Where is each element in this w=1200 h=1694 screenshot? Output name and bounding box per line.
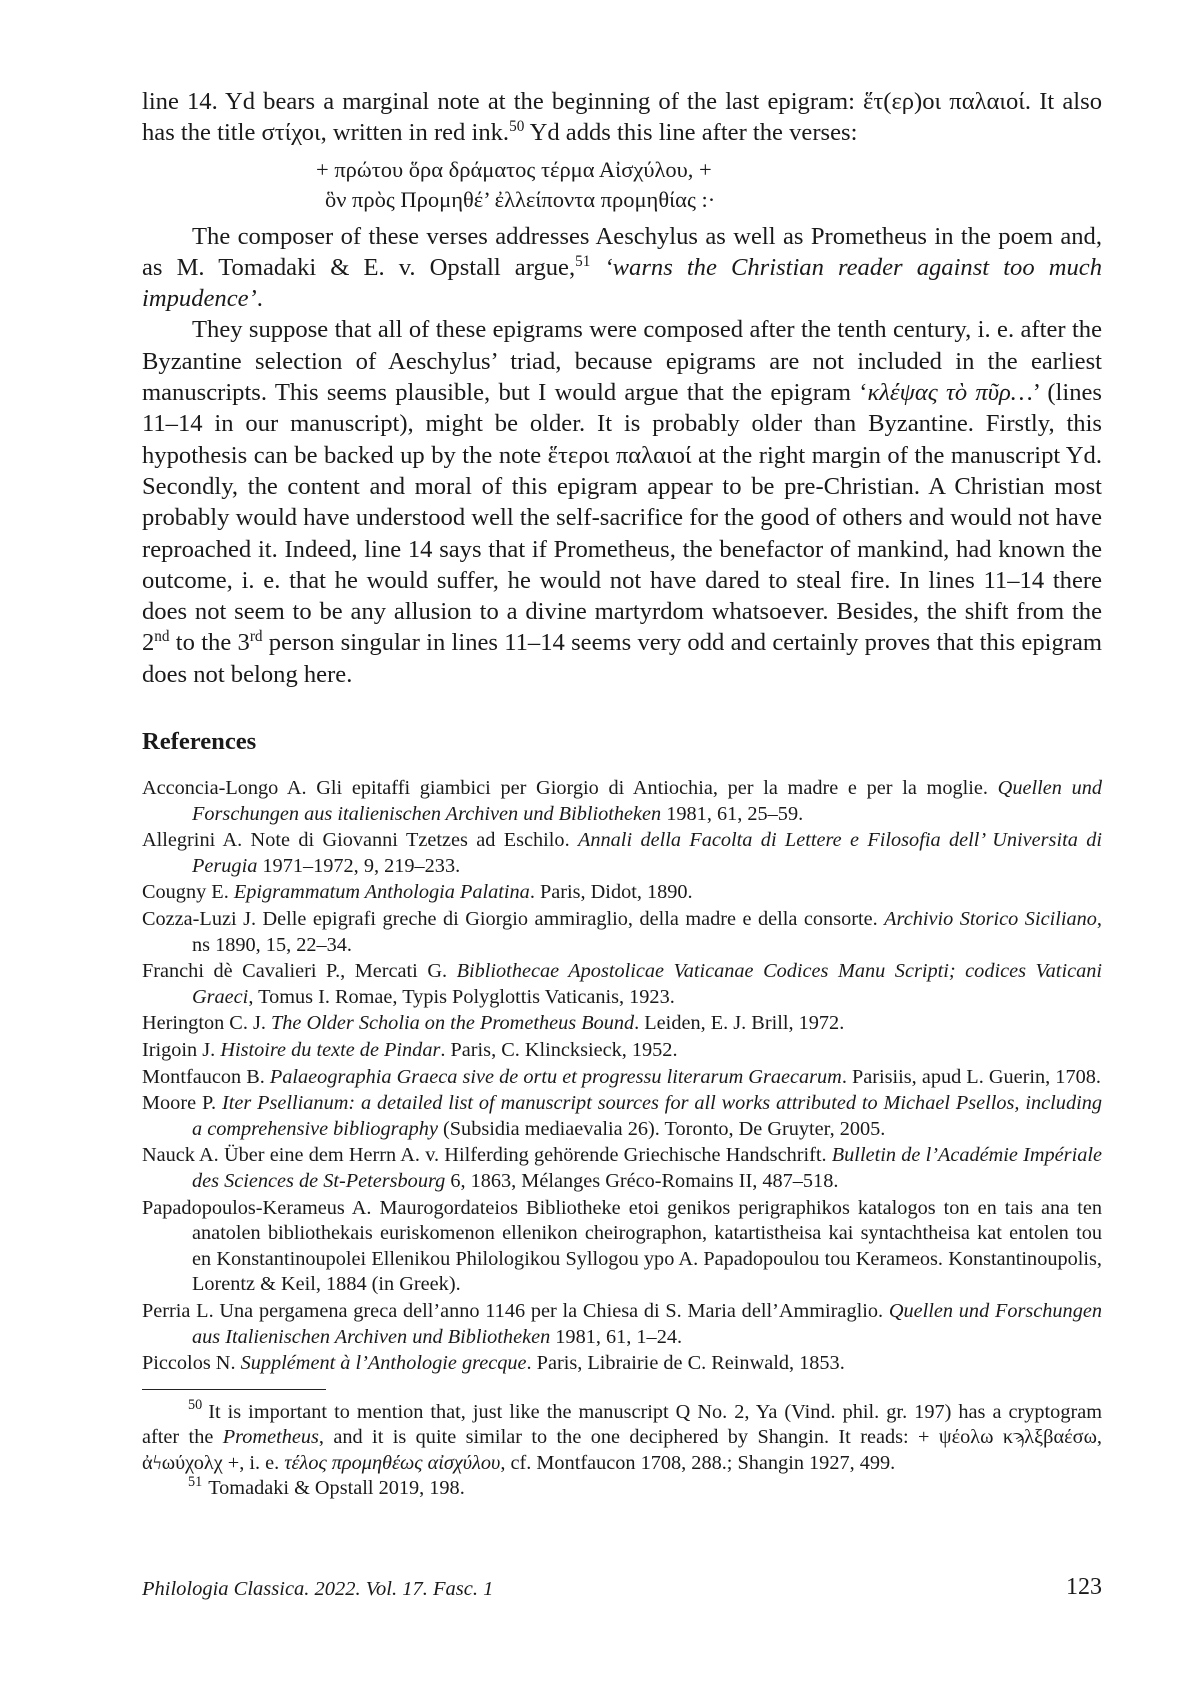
page-body bbox=[142, 86, 1102, 1502]
page-footer bbox=[142, 1574, 1102, 1608]
footnote-ref-51[interactable]: 51 bbox=[575, 252, 591, 270]
footnote-50: $^{50}$ It is important to mention that, just like the manuscript Q No. 2, Ya (Vind. phil. gr. 197) has a cryptogram after the Prometheus, and it is quite similar to the one deciphered by Shangin. It reads: + ψέολω κϡλξβαέσω, ἀϟωύχολχ +, i. e. τέλος προμηθέως αἰσχύλου, cf. Montfaucon 1708, 288.; Shangin 1927, 499. bbox=[142, 1397, 1102, 1474]
reference-item: Piccolos N. Supplément à l’Anthologie grecque. Paris, Librairie de C. Reinwald, 1853. bbox=[142, 1352, 845, 1375]
journal-citation: Philologia Classica. 2022. Vol. 17. Fasc. 1 bbox=[142, 1578, 494, 1600]
references-heading: References bbox=[142, 728, 257, 756]
footnote-divider bbox=[142, 1389, 326, 1390]
reference-item: Cozza-Luzi J. Delle epigrafi greche di Giorgio ammiraglio, della madre e della consorte. Archivio Storico Siciliano, ns 1890, 15, 22–34. bbox=[142, 908, 1102, 956]
verse-line-1: + πρώτου ὅρα δράματος τέρμα Αἰσχύλου, + bbox=[316, 156, 712, 182]
footnote-ref-50[interactable]: 50 bbox=[509, 118, 525, 136]
footnotes bbox=[142, 1397, 1102, 1502]
reference-item: Irigoin J. Histoire du texte de Pindar. Paris, C. Klincksieck, 1952. bbox=[142, 1038, 678, 1061]
references-list bbox=[142, 776, 1102, 1377]
reference-item: Perria L. Una pergamena greca dell’anno 1146 per la Chiesa di S. Maria dell’Ammiraglio. Quellen und Forschungen aus Italienischen Archiven und Bibliotheken 1981, 61, 1–24. bbox=[142, 1299, 1102, 1348]
reference-item: Moore P. Iter Psellianum: a detailed list of manuscript sources for all works attributed to Michael Psellos, including a comprehensive bibliography (Subsidia mediaevalia 26). Toronto, De Gruyter, 2005. bbox=[142, 1092, 1102, 1140]
reference-item: Herington C. J. The Older Scholia on the Prometheus Bound. Leiden, E. J. Brill, 1972. bbox=[142, 1012, 845, 1035]
reference-item: Nauck A. Über eine dem Herrn A. v. Hilferding gehörende Griechische Handschrift. Bulletin de l’Académie Impériale des Sciences de St-Petersbourg 6, 1863, Mélanges Gréco-Romains II, 487–518. bbox=[142, 1144, 1102, 1192]
paragraph-3: They suppose that all of these epigrams were composed after the tenth century, i. e. after the Byzantine selection of Aeschylus’ triad, because epigrams are not included in the earliest manuscripts. This seems plausible, but I would argue that the epigram ‘κλέψας τὸ πῦρ…’ (lines 11–14 in our manuscript), might be older. It is probably older than Byzantine. Firstly, this hypothesis can be backed up by the note ἕτεροι παλαιοί at the right margin of the manuscript Yd. Secondly, the content and moral of this epigram appear to be pre-Christian. A Christian most probably would have understood well the self-sacrifice for the good of others and would not have reproached it. Indeed, line 14 says that if Prometheus, the benefactor of mankind, had known the outcome, i. e. that he would suffer, he would not have dared to steal fire. In lines 11–14 there does not seem to be any allusion to a divine martyrdom whatsoever. Besides, the shift from the 2nd to the 3rd person singular in lines 11–14 seems very odd and certainly proves that this epigram does not belong here. bbox=[142, 316, 1103, 688]
reference-item: Papadopoulos-Kerameus A. Maurogordateios Bibliotheke etoi genikos perigraphikos katalogos ton en tais ana ten anatolen bibliothekais euriskomenon ellenikon cheirographon, katartistheisa kai syntachtheisa kat entolen tou en Konstantinoupolei Ellenikou Philologikou Syllogou ypo A. Papadopoulou tou Kerameos. Konstantinoupolis, Lorentz & Keil, 1884 (in Greek). bbox=[142, 1196, 1102, 1296]
page-number: 123 bbox=[1066, 1574, 1102, 1600]
reference-item: Acconcia-Longo A. Gli epitaffi giambici per Giorgio di Antiochia, per la madre e per la moglie. Quellen und Forschungen aus italienischen Archiven und Bibliotheken 1981, 61, 25–59. bbox=[142, 777, 1102, 825]
paragraph-1: line 14. Yd bears a marginal note at the beginning of the last epigram: ἕτ(ερ)οι παλαιοί. It also has the title στίχοι, written in red ink.$^{50}$ Yd adds this line after the verses: bbox=[142, 88, 1102, 147]
verse-block bbox=[316, 155, 1102, 215]
verse-line-2: ὃν πρὸς Προμηθέ’ ἐλλείποντα προμηθίας :· bbox=[325, 186, 716, 212]
reference-item: Franchi dè Cavalieri P., Mercati G. Bibliothecae Apostolicae Vaticanae Codices Manu Scripti; codices Vaticani Graeci, Tomus I. Romae, Typis Polyglottis Vaticanis, 1923. bbox=[142, 960, 1102, 1008]
paragraph-2: The composer of these verses addresses Aeschylus as well as Prometheus in the poem and, as M. Tomadaki & E. v. Opstall argue,$^{51}$ ‘warns the Christian reader against too much impudence’. bbox=[142, 222, 1102, 313]
footnote-51: $^{51}$ Tomadaki & Opstall 2019, 198. bbox=[188, 1473, 465, 1500]
reference-item: Allegrini A. Note di Giovanni Tzetzes ad Eschilo. Annali della Facolta di Lettere e Filosofia dell’ Universita di Perugia 1971–1972, 9, 219–233. bbox=[142, 829, 1102, 877]
reference-item: Cougny E. Epigrammatum Anthologia Palatina. Paris, Didot, 1890. bbox=[142, 881, 693, 904]
reference-item: Montfaucon B. Palaeographia Graeca sive de ortu et progressu literarum Graecarum. Parisiis, apud L. Guerin, 1708. bbox=[142, 1065, 1101, 1088]
